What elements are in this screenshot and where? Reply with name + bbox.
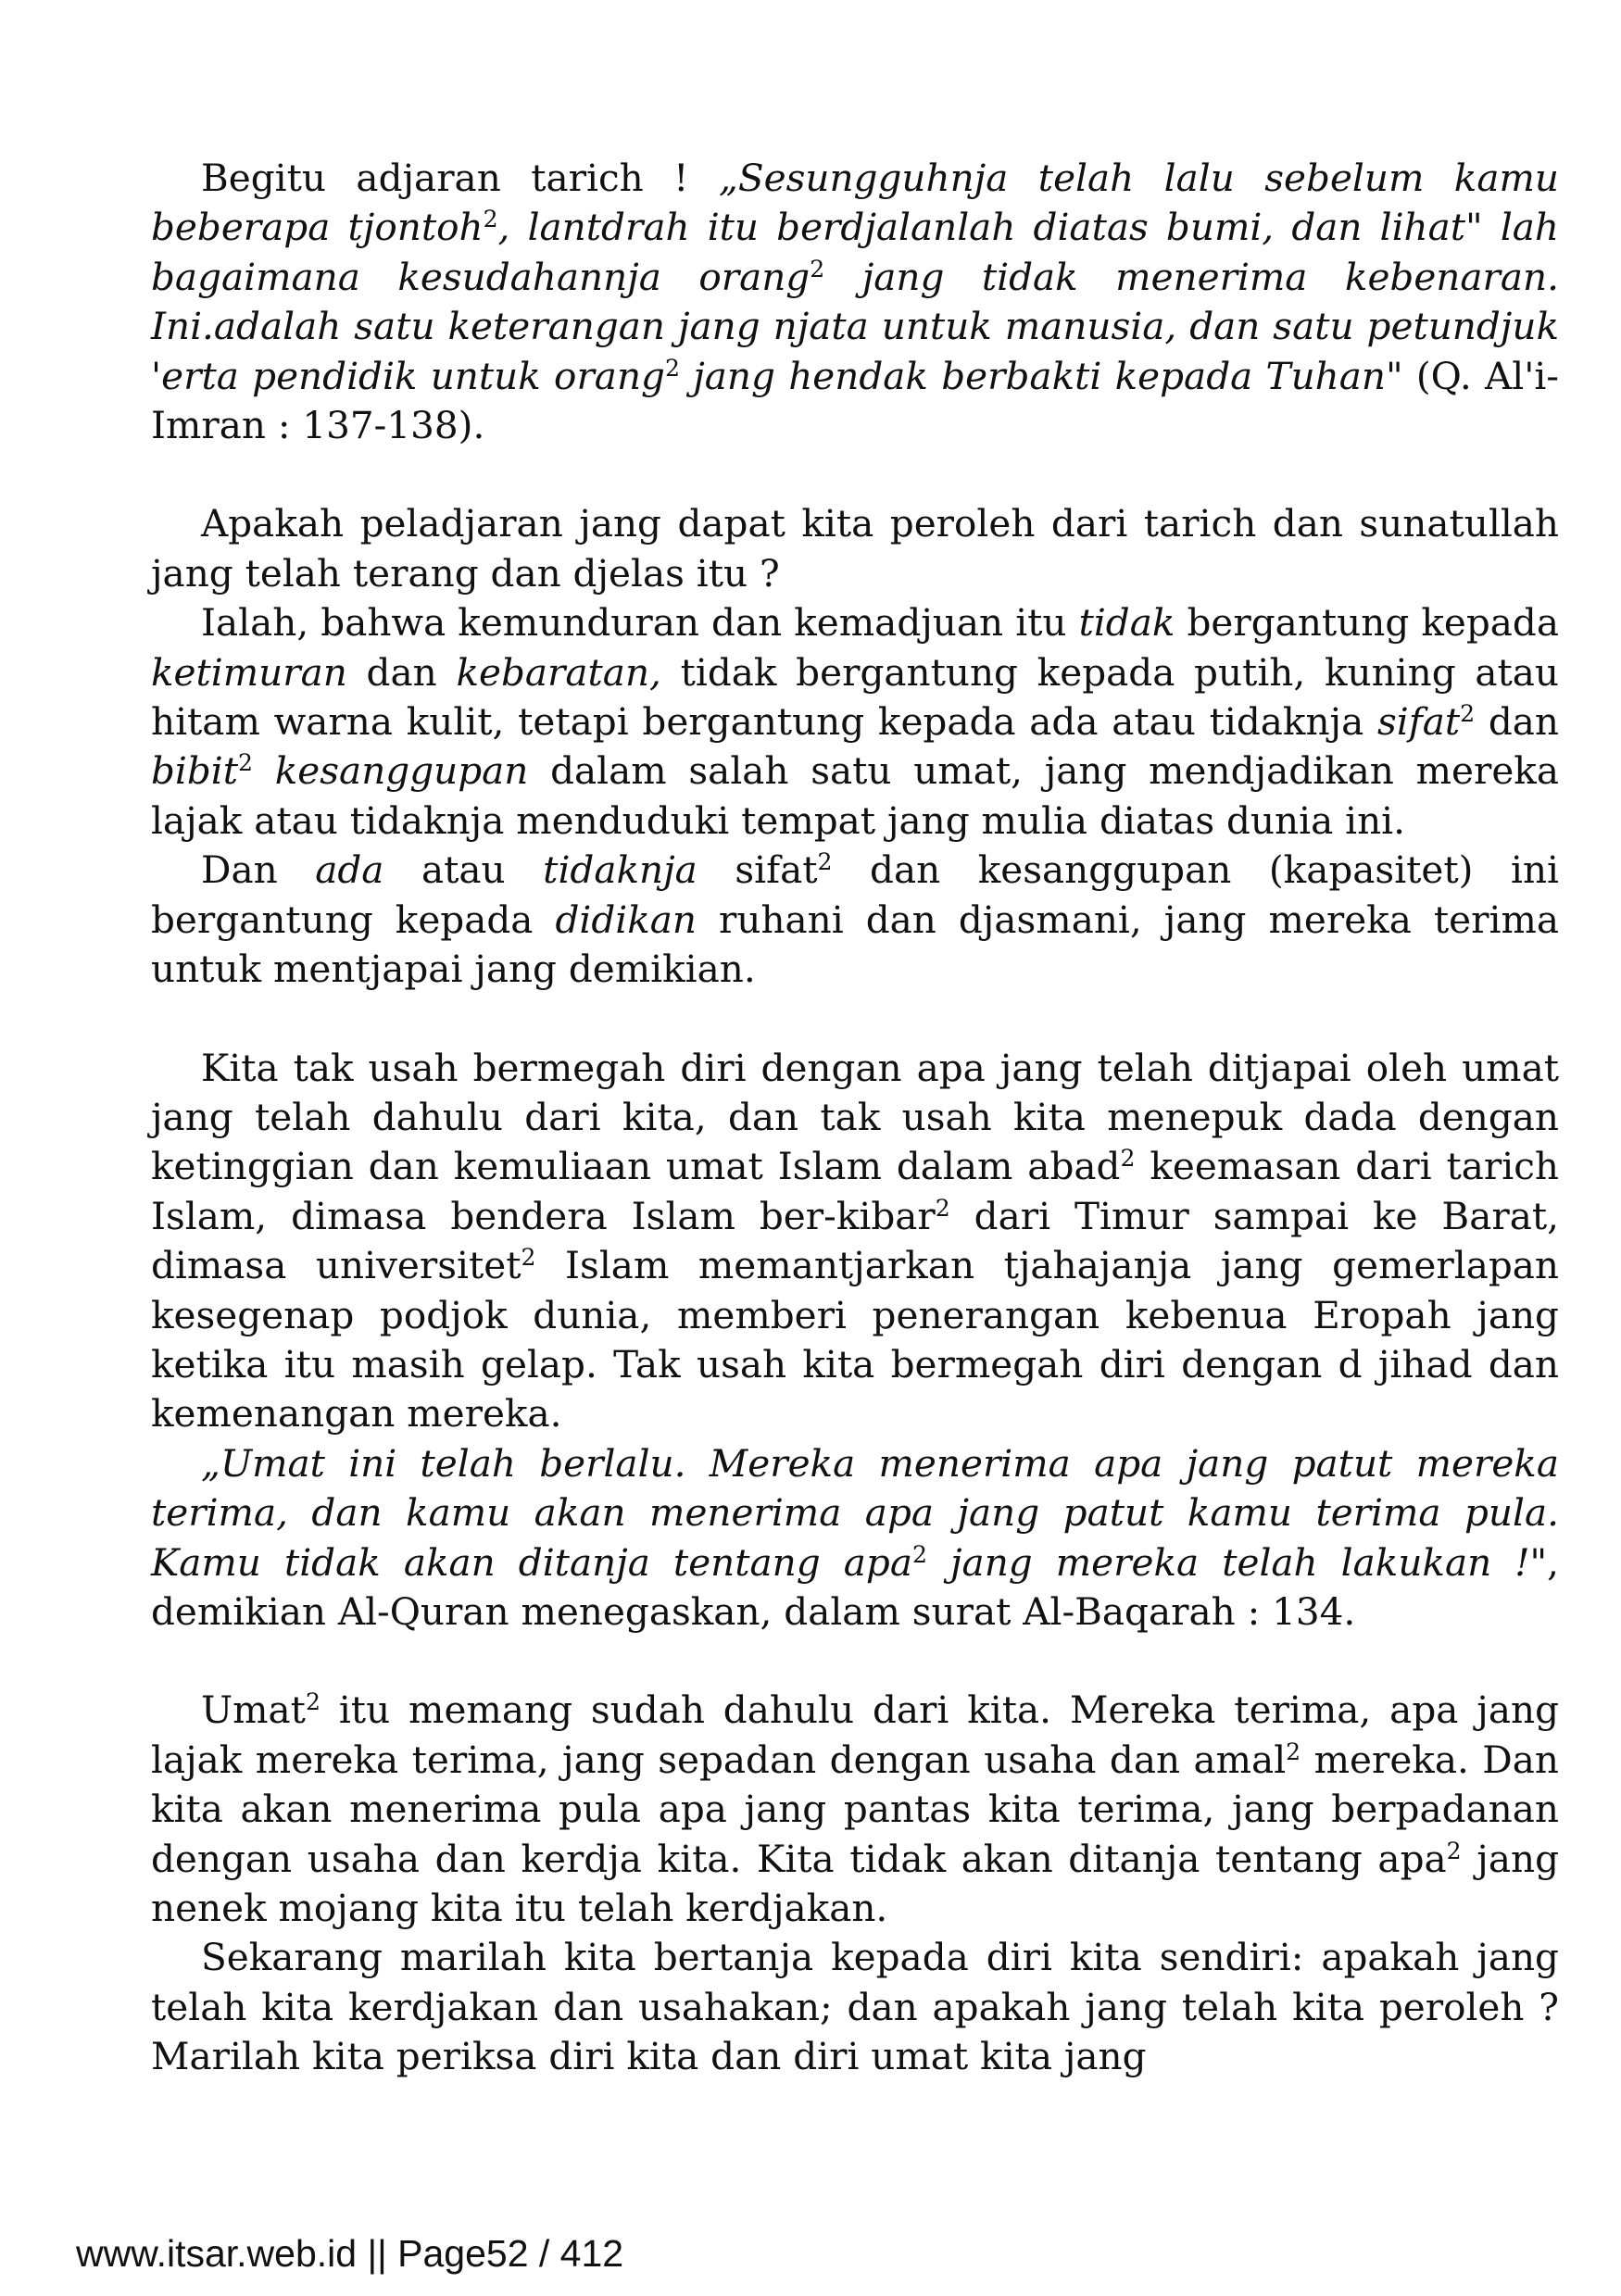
superscript-mark: 2 — [664, 354, 680, 382]
paragraph — [151, 1044, 1559, 1439]
text-run: keemasan dari tarich Islam, dimasa bendera Islam ber-kibar — [151, 1144, 1559, 1238]
text-run: dalam salah satu umat, jang mendjadikan mereka lajak atau tidaknja menduduki tempat jang mulia diatas dunia ini. — [151, 748, 1559, 843]
text-run: , demikian Al-Quran menegaskan, dalam surat Al-Baqarah : 134. — [151, 1539, 1560, 1634]
text-run: Islam memantjarkan tjahajanja jang gemerlapan kesegenap podjok dunia, memberi penerangan kebenua Eropah jang ketika itu masih gelap. Tak usah kita bermegah diri dengan d jihad dan kemenangan mereka. — [151, 1243, 1559, 1437]
text-run: Apakah peladjaran jang dapat kita peroleh dari tarich dan sunatullah jang telah terang dan djelas itu ? — [151, 501, 1559, 596]
italic-text: jang hendak berbakti kepada Tuhan" — [679, 353, 1403, 398]
italic-text: tidaknja — [543, 847, 697, 893]
superscript-mark: 2 — [305, 1688, 320, 1716]
italic-text: jang tidak menerima kebenaran. Ini.adalah satu keterangan jang njata untuk manusia, dan satu petundjuk 'erta pendidik untuk orang — [151, 254, 1559, 398]
italic-text: jang mereka telah lakukan !" — [926, 1539, 1548, 1585]
italic-text: , lantdrah itu berdjalanlah diatas bumi, dan lihat" lah bagaimana kesudahannja orang — [151, 205, 1559, 299]
text-run: sifat — [697, 847, 818, 893]
italic-text: bibit — [151, 748, 239, 794]
text-run: Begitu adjaran tarich ! — [201, 156, 719, 200]
italic-text: „Umat ini telah berlalu. Mereka menerima apa jang patut mereka terima, dan kamu akan menerima apa jang patut kamu terima pula. Kamu tidak akan ditanja tentang apa — [151, 1440, 1559, 1585]
text-run: tidak bergantung kepada putih, kuning atau hitam warna kulit, tetapi bergantung kepada ada atau tidaknja — [151, 649, 1560, 745]
text-run: bergantung kepada — [1175, 600, 1559, 646]
paragraph — [151, 499, 1559, 598]
text-run: dan kesanggupan (kapasitet) ini bergantung kepada — [151, 847, 1559, 942]
text-run: ruhani dan djasmani, jang mereka terima untuk mentjapai jang demikian. — [151, 897, 1559, 992]
text-run: Dan — [201, 847, 316, 893]
superscript-mark: 2 — [1120, 1145, 1136, 1173]
superscript-mark: 2 — [1460, 700, 1476, 728]
paragraph — [151, 1439, 1559, 1637]
superscript-mark: 2 — [935, 1194, 950, 1222]
text-run: atau — [383, 847, 544, 893]
italic-text: „Sesungguhnja telah lalu sebelum kamu beberapa tjontoh — [151, 156, 1559, 250]
italic-text: ada — [315, 847, 384, 893]
italic-text: ketimuran — [151, 649, 347, 695]
superscript-mark: 2 — [911, 1540, 927, 1568]
superscript-mark: 2 — [817, 848, 833, 876]
text-run: dan — [346, 649, 457, 695]
paragraph — [151, 154, 1559, 450]
superscript-mark: 2 — [238, 749, 254, 777]
page-body — [151, 154, 1559, 2082]
superscript-mark: 2 — [1286, 1738, 1301, 1765]
text-run: jang nenek mojang kita itu telah kerdjakan. — [151, 1836, 1559, 1930]
superscript-mark: 2 — [810, 256, 825, 283]
page-footer[interactable]: www.itsar.web.id || Page52 / 412 — [76, 2232, 624, 2275]
text-run: dan — [1475, 699, 1559, 745]
text-run: (Q. Al'i-Imran : 137-138). — [151, 353, 1559, 448]
text-run: mereka. Dan kita akan menerima pula apa jang pantas kita terima, jang berpadanan dengan usaha dan kerdja kita. Kita tidak akan ditanja tentang apa — [151, 1737, 1559, 1881]
paragraph — [151, 1686, 1559, 1933]
italic-text: sifat — [1376, 699, 1461, 745]
paragraph — [151, 598, 1559, 846]
superscript-mark: 2 — [521, 1244, 536, 1272]
text-run: Umat — [201, 1687, 306, 1733]
italic-text: kesanggupan — [253, 748, 529, 794]
text-run: Ialah, bahwa kemunduran dan kemadjuan itu — [201, 600, 1079, 646]
text-run: itu memang sudah dahulu dari kita. Mereka terima, apa jang lajak mereka terima, jang sepadan dengan usaha dan amal — [151, 1687, 1559, 1782]
italic-text: kebaratan, — [456, 649, 661, 695]
italic-text: didikan — [555, 897, 697, 942]
text-run: Kita tak usah bermegah diri dengan apa jang telah ditjapai oleh umat jang telah dahulu dari kita, dan tak usah kita menepuk dada dengan ketinggian dan kemuliaan umat Islam dalam abad — [151, 1045, 1559, 1189]
superscript-mark: 2 — [1446, 1837, 1462, 1864]
paragraph — [151, 846, 1559, 994]
paragraph — [151, 1933, 1559, 2081]
italic-text: tidak — [1078, 600, 1175, 646]
superscript-mark: 2 — [483, 206, 498, 233]
text-run: dari Timur sampai ke Barat, dimasa universitet — [151, 1193, 1559, 1288]
text-run: Sekarang marilah kita bertanja kepada diri kita sendiri: apakah jang telah kita kerdjakan dan usahakan; dan apakah jang telah kita peroleh ? Marilah kita periksa diri kita dan diri umat kita jang — [151, 1935, 1559, 2079]
